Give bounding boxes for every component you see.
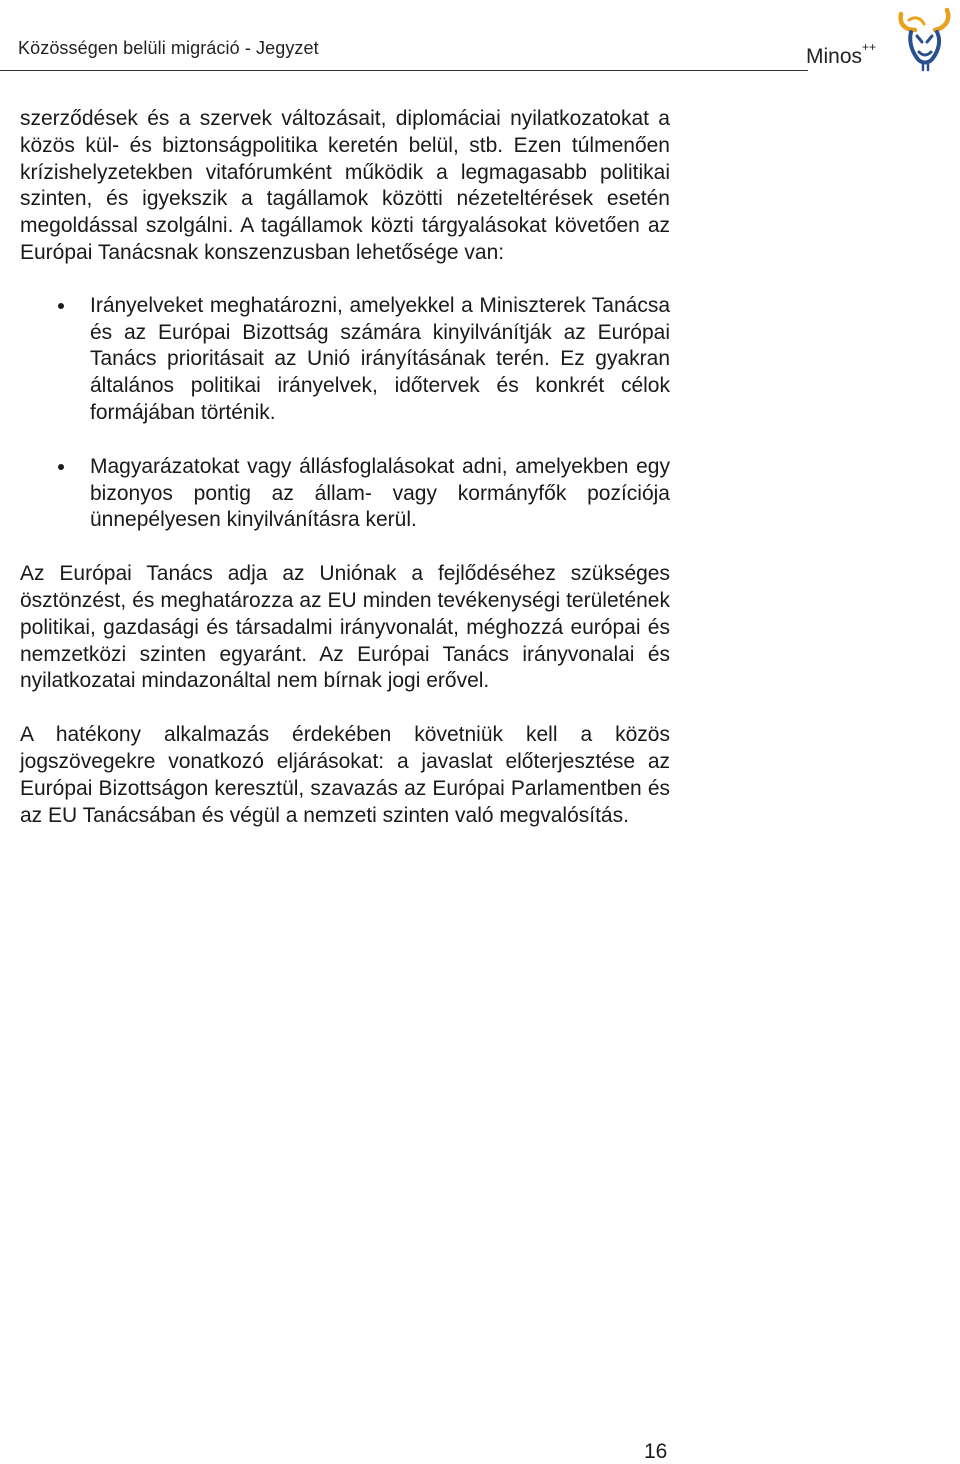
page-number: 16 (644, 1440, 668, 1463)
brand-text: Minos (806, 45, 863, 68)
page-content (20, 106, 670, 829)
paragraph-3: A hatékony alkalmazás érdekében követniük kell a közös jogszövegekre vonatkozó eljárásokat: a javaslat előterjesztése az Európai Bizottságon keresztül, szavazás az Európai Parlamentben és az EU Tanácsában és végül a nemzeti szinten való megvalósítás. (20, 723, 670, 827)
list-item-text: Irányelveket meghatározni, amelyekkel a Miniszterek Tanácsa és az Európai Bizottság számára kinyilvánítják az Európai Tanács prioritásait az Unió irányításának terén. Ez gyakran általános politikai irányelvek, időtervek és konkrét célok formájában történik. (90, 293, 670, 424)
paragraph-1: szerződések és a szervek változásait, diplomáciai nyilatkozatokat a közös kül- és biztonságpolitika keretén belül, stb. Ezen túlmenően krízishelyzetekben vitafórumként működik a legmagasabb politikai szinten, és igyekszik a tagállamok közötti nézeteltérések esetén megoldással szolgálni. A tagállamok közti tárgyalásokat követően az Európai Tanácsnak konszenzusban lehetősége van: (20, 107, 670, 264)
brand-name (806, 40, 877, 69)
bull-head-logo-icon (895, 6, 953, 72)
list-item (20, 454, 670, 534)
document-title: Közösségen belüli migráció - Jegyzet (18, 38, 319, 58)
list-item (20, 293, 670, 427)
bullet-list (20, 293, 670, 534)
bullet-icon (58, 303, 64, 309)
header-divider (0, 70, 808, 71)
page-header (0, 0, 960, 80)
list-item-text: Magyarázatokat vagy állásfoglalásokat adni, amelyekben egy bizonyos pontig az állam- vagy kormányfők pozíciója ünnepélyesen kinyilvánításra kerül. (90, 454, 670, 532)
bullet-icon (58, 464, 64, 470)
brand-superscript: ++ (862, 40, 877, 54)
paragraph-2: Az Európai Tanács adja az Uniónak a fejlődéséhez szükséges ösztönzést, és meghatározza az EU minden tevékenységi területének politikai, gazdasági és társadalmi irányvonalát, méghozzá európai és nemzetközi szinten egyaránt. Az Európai Tanács irányvonalai és nyilatkozatai mindazonáltal nem bírnak jogi erővel. (20, 562, 670, 693)
